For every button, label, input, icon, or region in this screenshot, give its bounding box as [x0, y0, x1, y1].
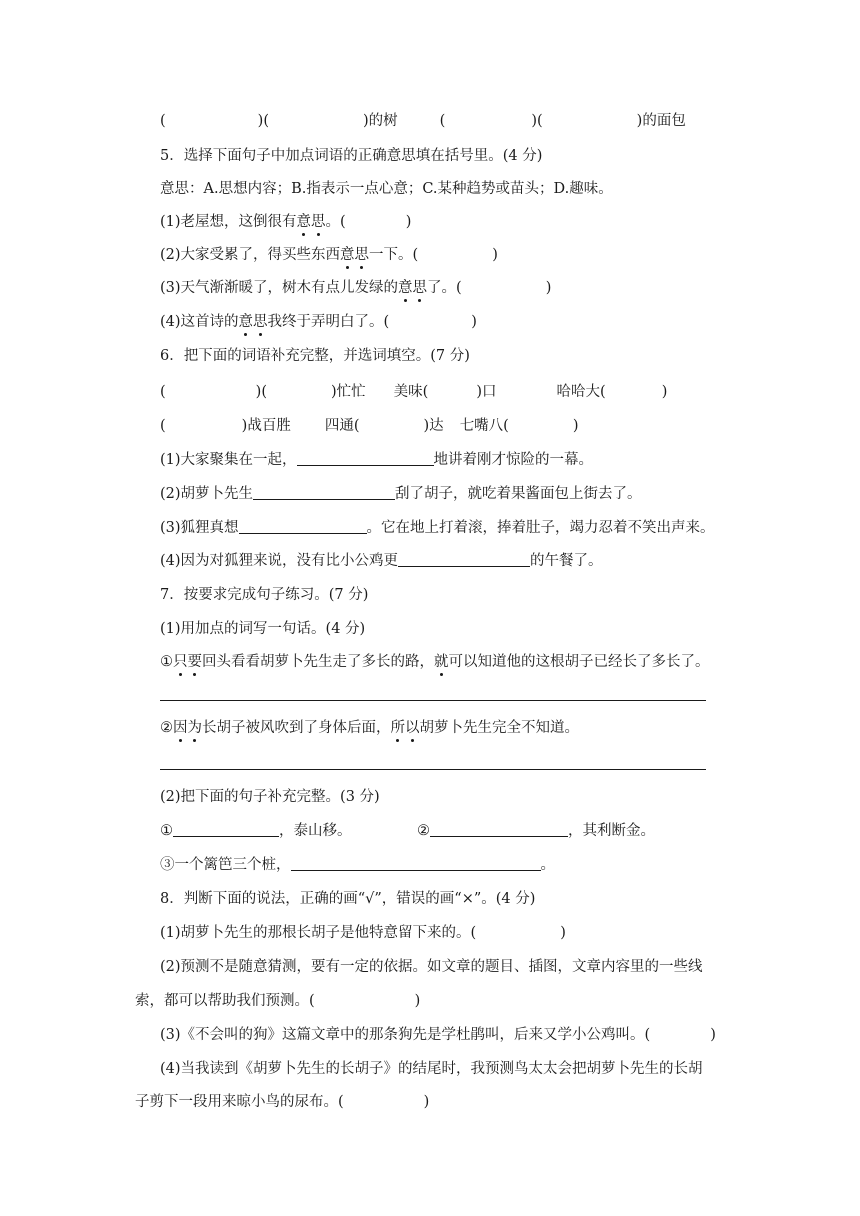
- q4-row: ( )( )的树 ( )( )的面包: [160, 113, 686, 129]
- q5-item-3: (3)天气渐渐暖了，树木有点儿发绿的意思了。( ): [160, 280, 552, 296]
- q7-example-1: ①只要回头看看胡萝卜先生走了多长的路，就可以知道他的这根胡子已经长了多长了。: [160, 654, 710, 670]
- fill-blank[interactable]: [398, 552, 530, 567]
- q8-judge-3: (3)《不会叫的狗》这篇文章中的那条狗先是学杜鹃叫，后来又学小公鸡叫。( ): [160, 1027, 716, 1043]
- q5-item-1: (1)老屋想，这倒很有意思。( ): [160, 214, 412, 230]
- fill-blank[interactable]: [297, 451, 434, 466]
- q7-complete-3: ③一个篱笆三个桩， 。: [160, 857, 555, 873]
- q8-title: 8．判断下面的说法，正确的画“√”，错误的画“×”。(4 分): [160, 891, 536, 907]
- q8-judge-4b: 子剪下一段用来晾小鸟的尿布。( ): [135, 1094, 430, 1110]
- q6-sentence-1: (1)大家聚集在一起， 地讲着刚才惊险的一幕。: [160, 452, 594, 468]
- q8-judge-2a: (2)预测不是随意猜测，要有一定的依据。如文章的题目、插图，文章内容里的一些线: [160, 959, 703, 975]
- q7-sub2: (2)把下面的句子补充完整。(3 分): [160, 789, 380, 805]
- q7-title: 7．按要求完成句子练习。(7 分): [160, 587, 369, 603]
- q6-sentence-3: (3)狐狸真想 。它在地上打着滚，捧着肚子，竭力忍着不笑出声来。: [160, 520, 715, 536]
- fill-blank[interactable]: [430, 822, 568, 837]
- q6-row2: ( )战百胜 四通( )达 七嘴八( ): [160, 418, 579, 434]
- fill-blank[interactable]: [173, 822, 279, 837]
- q7-complete-1: ① ，泰山移。: [160, 823, 352, 839]
- q7-sub1: (1)用加点的词写一句话。(4 分): [160, 621, 366, 637]
- q6-row1: ( )( )忙忙 美味( )口 哈哈大( ): [160, 384, 668, 400]
- fill-blank[interactable]: [291, 856, 541, 871]
- q5-item-2: (2)大家受累了，得买些东西意思一下。( ): [160, 247, 498, 263]
- q5-title: 5．选择下面句子中加点词语的正确意思填在括号里。(4 分): [160, 148, 543, 164]
- q7-example-2: ②因为长胡子被风吹到了身体后面，所以胡萝卜先生完全不知道。: [160, 720, 579, 736]
- answer-line-2[interactable]: [160, 769, 706, 770]
- q8-judge-4a: (4)当我读到《胡萝卜先生的长胡子》的结尾时，我预测鸟太太会把胡萝卜先生的长胡: [160, 1061, 703, 1077]
- q6-sentence-2: (2)胡萝卜先生 刮了胡子，就吃着果酱面包上街去了。: [160, 486, 642, 502]
- answer-line-1[interactable]: [160, 700, 706, 701]
- q5-item-4: (4)这首诗的意思我终于弄明白了。( ): [160, 314, 477, 330]
- fill-blank[interactable]: [239, 519, 367, 534]
- fill-blank[interactable]: [253, 485, 395, 500]
- q6-sentence-4: (4)因为对狐狸来说，没有比小公鸡更 的午餐了。: [160, 553, 603, 569]
- q8-judge-2b: 索，都可以帮助我们预测。( ): [135, 993, 421, 1009]
- q8-judge-1: (1)胡萝卜先生的那根长胡子是他特意留下来的。( ): [160, 925, 566, 941]
- q5-meanings: 意思：A.思想内容；B.指表示一点心意；C.某种趋势或苗头；D.趣味。: [160, 181, 613, 197]
- q7-complete-2: ② ，其利断金。: [417, 823, 655, 839]
- q6-title: 6．把下面的词语补充完整，并选词填空。(7 分): [160, 348, 470, 364]
